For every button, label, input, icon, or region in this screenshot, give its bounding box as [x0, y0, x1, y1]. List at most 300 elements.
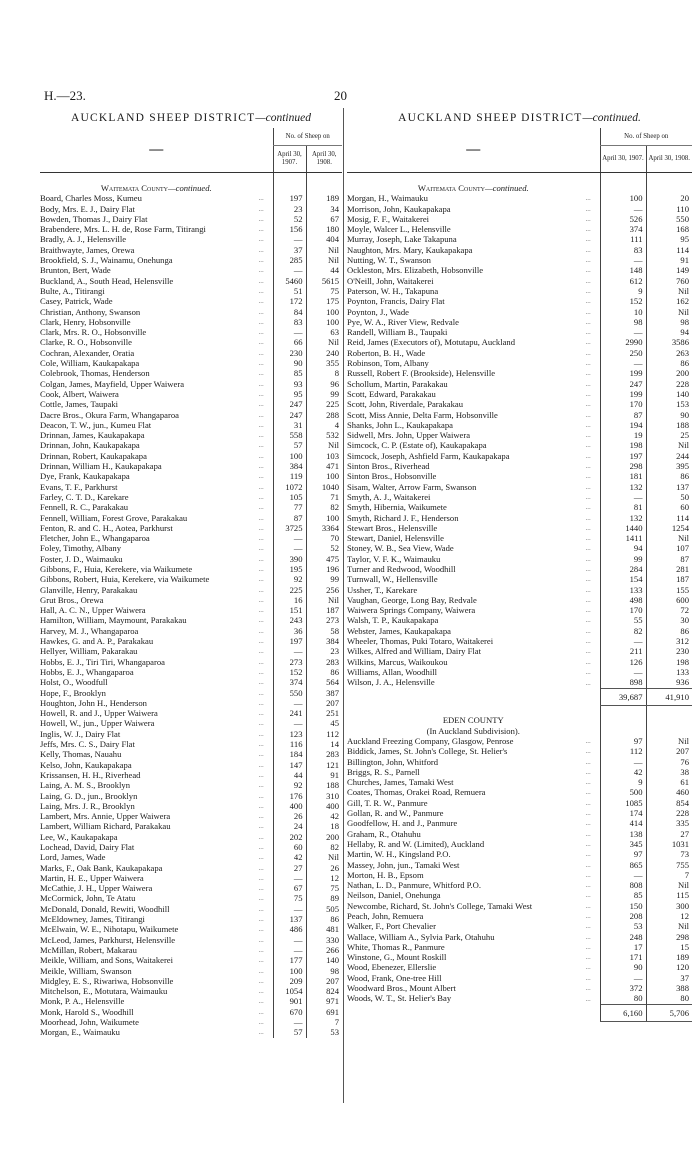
owner-name: Gibbons, F., Huia, Kerekere, via Waikumete ... — [40, 564, 273, 574]
owner-name: Turnwall, W., Hellensville ... — [347, 574, 600, 584]
sheep-1908: 228 — [646, 808, 692, 818]
sheep-1908: 283 — [306, 657, 342, 667]
owner-name: Woodward Bros., Mount Albert ... — [347, 983, 600, 993]
sheep-1907: 3725 — [273, 523, 306, 533]
owner-name: Wood, Frank, One-tree Hill ... — [347, 973, 600, 983]
sheep-1908: 189 — [306, 193, 342, 203]
sheep-1908: 94 — [646, 327, 692, 337]
owner-name: Auckland Freezing Company, Glasgow, Penrose ... — [347, 736, 600, 746]
sheep-1908: 312 — [646, 636, 692, 646]
owner-name: Casey, Patrick, Wade ... — [40, 296, 273, 306]
sheep-1907: 90 — [273, 358, 306, 368]
sheep-1908: 50 — [646, 492, 692, 502]
sheep-1908: 70 — [306, 533, 342, 543]
sheep-1907: 230 — [273, 348, 306, 358]
sheep-1908: 755 — [646, 860, 692, 870]
sheep-1908: 110 — [646, 204, 692, 214]
owner-name: Nutting, W. T., Swanson ... — [347, 255, 600, 265]
sheep-1907: 77 — [273, 502, 306, 512]
owner-name: Morgan, E., Waimauku ... — [40, 1027, 273, 1037]
sheep-1907: 400 — [273, 801, 306, 811]
table-row — [347, 265, 692, 275]
sheep-1907: 1054 — [273, 986, 306, 996]
table-row — [347, 554, 692, 564]
sheep-1907: 24 — [273, 821, 306, 831]
owner-name: Buckland, A., South Head, Helensville ... — [40, 276, 273, 286]
owner-name: Foley, Timothy, Albany ... — [40, 543, 273, 553]
sheep-1907: 670 — [273, 1007, 306, 1017]
owner-name: Marks, F., Oak Bank, Kaukapakapa ... — [40, 863, 273, 873]
owner-name: Pye, W. A., River View, Redvale ... — [347, 317, 600, 327]
sheep-1908: 18 — [306, 821, 342, 831]
table-row — [40, 193, 342, 203]
table-row — [347, 870, 692, 880]
sheep-1908: 96 — [306, 379, 342, 389]
sheep-1908: 86 — [306, 667, 342, 677]
sheep-1908: 4 — [306, 420, 342, 430]
table-row — [347, 615, 692, 625]
sheep-1907: 172 — [273, 296, 306, 306]
table-row — [40, 760, 342, 770]
owner-name: Roberton, B. H., Wade ... — [347, 348, 600, 358]
table-row — [40, 224, 342, 234]
table-row — [347, 932, 692, 942]
sheep-1908: 75 — [306, 286, 342, 296]
owner-name: McCormick, John, Te Atatu ... — [40, 893, 273, 903]
sheep-1908: 86 — [646, 358, 692, 368]
sheep-1908: 355 — [306, 358, 342, 368]
sheep-1907: 225 — [273, 585, 306, 595]
owner-name: Scott, Miss Annie, Delta Farm, Hobsonville ... — [347, 410, 600, 420]
owner-name: Clarke, R. O., Hobsonville ... — [40, 337, 273, 347]
owner-name: Monk, Harold S., Woodhill ... — [40, 1007, 273, 1017]
sheep-1908: 384 — [306, 636, 342, 646]
sheep-1908: 91 — [306, 770, 342, 780]
sheep-1907: — — [273, 646, 306, 656]
sheep-1907: 26 — [273, 811, 306, 821]
owner-name: Turner and Redwood, Woodhill ... — [347, 564, 600, 574]
sheep-1908: 15 — [646, 942, 692, 952]
table-row — [40, 410, 342, 420]
sheep-1907: 97 — [600, 736, 646, 746]
table-row — [347, 255, 692, 265]
owner-name: Lord, James, Wade ... — [40, 852, 273, 862]
sheep-1908: 89 — [306, 893, 342, 903]
sheep-1908: 505 — [306, 904, 342, 914]
sheep-1908: 251 — [306, 708, 342, 718]
right-column — [347, 108, 692, 1022]
owner-name: Holst, O., Woodfull ... — [40, 677, 273, 687]
table-row — [40, 379, 342, 389]
owner-name: Lee, W., Kaukapakapa ... — [40, 832, 273, 842]
owner-name: Stewart, Daniel, Helensville ... — [347, 533, 600, 543]
sheep-1907: — — [273, 698, 306, 708]
table-row — [40, 677, 342, 687]
sheep-1907: 170 — [600, 399, 646, 409]
sheep-1908: 52 — [306, 543, 342, 553]
sheep-1908: 114 — [646, 245, 692, 255]
table-row — [347, 787, 692, 797]
table-row — [40, 204, 342, 214]
table-row — [40, 307, 342, 317]
sheep-1908: 120 — [646, 962, 692, 972]
sheep-1907: — — [600, 667, 646, 677]
sheep-1908: 100 — [306, 307, 342, 317]
sheep-1907: 550 — [273, 688, 306, 698]
owner-name: Simcock, C. P. (Estate of), Kaukapakapa ... — [347, 440, 600, 450]
left-sheep-table — [40, 128, 342, 1038]
sheep-1908: 300 — [646, 901, 692, 911]
table-row — [347, 667, 692, 677]
owner-name: Taylor, V. F. K., Waimauku ... — [347, 554, 600, 564]
owner-name: Mosig, F. F., Waitakerei ... — [347, 214, 600, 224]
owner-name: Fletcher, John E., Whangaparoa ... — [40, 533, 273, 543]
sheep-1907: 87 — [273, 513, 306, 523]
owner-name: Hellaby, R. and W. (Limited), Auckland ... — [347, 839, 600, 849]
table-row — [40, 451, 342, 461]
sheep-1907: 116 — [273, 739, 306, 749]
sheep-1907: 197 — [273, 193, 306, 203]
owner-name: Scott, John, Riverdale, Parakakau ... — [347, 399, 600, 409]
sheep-1907: 284 — [600, 564, 646, 574]
sheep-1908: 61 — [646, 777, 692, 787]
table-row — [40, 564, 342, 574]
sheep-1908: 225 — [306, 399, 342, 409]
section-suffix: —continued. — [167, 183, 212, 193]
owner-name: Robinson, Tom, Albany ... — [347, 358, 600, 368]
sheep-1908: 475 — [306, 554, 342, 564]
sheep-1907: 865 — [600, 860, 646, 870]
owner-name: Sisam, Walter, Arrow Farm, Swanson ... — [347, 482, 600, 492]
table-row — [347, 399, 692, 409]
owner-name: Smyth, Richard J. F., Henderson ... — [347, 513, 600, 523]
owner-name: Morgan, H., Waimauku ... — [347, 193, 600, 203]
owner-name: Biddick, James, St. John's College, St. Helier's ... — [347, 746, 600, 756]
sheep-1908: 155 — [646, 585, 692, 595]
table-row — [347, 890, 692, 900]
sheep-1907: 184 — [273, 749, 306, 759]
sheep-1908: 14 — [306, 739, 342, 749]
table-row — [347, 420, 692, 430]
owner-name: Walsh, T. P., Kaukapakapa ... — [347, 615, 600, 625]
sheep-1908: 481 — [306, 924, 342, 934]
sheep-1907: 1440 — [600, 523, 646, 533]
owner-name: Colgan, James, Mayfield, Upper Waiwera ... — [40, 379, 273, 389]
sheep-1907: 126 — [600, 657, 646, 667]
sheep-1907: 156 — [273, 224, 306, 234]
table-row — [40, 348, 342, 358]
table-row — [347, 646, 692, 656]
sheep-1908: 45 — [306, 718, 342, 728]
sheep-1908: Nil — [646, 307, 692, 317]
table-row — [40, 245, 342, 255]
sheep-1907: 53 — [600, 921, 646, 931]
title-text: AUCKLAND SHEEP DISTRICT — [71, 112, 256, 124]
owner-name: Randell, William B., Taupaki ... — [347, 327, 600, 337]
sheep-1908: 73 — [646, 849, 692, 859]
eden-county-heading: EDEN COUNTY — [442, 715, 504, 726]
sheep-count-header: No. of Sheep on — [600, 128, 692, 146]
sheep-1908: 82 — [306, 842, 342, 852]
owner-name: Fenton, R. and C. H., Aotea, Parkhurst ... — [40, 523, 273, 533]
total-1907: 6,160 — [600, 1004, 646, 1021]
owner-name: Board, Charles Moss, Kumeu ... — [40, 193, 273, 203]
sheep-1908: 98 — [306, 966, 342, 976]
table-row — [347, 492, 692, 502]
sheep-1908: 162 — [646, 296, 692, 306]
table-row — [347, 451, 692, 461]
owner-name: Drinnan, John, Kaukapakapa ... — [40, 440, 273, 450]
sheep-1907: — — [600, 327, 646, 337]
table-row — [40, 574, 342, 584]
table-row — [40, 966, 342, 976]
owner-name: Sidwell, Mrs. John, Upper Waiwera ... — [347, 430, 600, 440]
table-row — [40, 389, 342, 399]
sheep-1907: 195 — [273, 564, 306, 574]
sheep-1907: 174 — [600, 808, 646, 818]
sheep-1907: 198 — [600, 440, 646, 450]
sheep-1907: 176 — [273, 791, 306, 801]
owner-name: Hobbs, E. J., Tiri Tiri, Whangaparoa ... — [40, 657, 273, 667]
owner-name: Naughton, Mrs. Mary, Kaukapakapa ... — [347, 245, 600, 255]
sheep-1907: 197 — [273, 636, 306, 646]
sheep-1908: 25 — [646, 430, 692, 440]
sheep-1907: — — [273, 234, 306, 244]
right-sheep-table — [347, 128, 692, 1022]
owner-name: Neilson, Daniel, Onehunga ... — [347, 890, 600, 900]
table-row — [347, 379, 692, 389]
owner-name: White, Thomas R., Panmure ... — [347, 942, 600, 952]
table-row — [347, 973, 692, 983]
section-heading — [347, 173, 600, 194]
sheep-1907: 526 — [600, 214, 646, 224]
owner-name: Ockleston, Mrs. Elizabeth, Hobsonville ... — [347, 265, 600, 275]
owner-name: Colebrook, Thomas, Henderson ... — [40, 368, 273, 378]
table-row — [347, 513, 692, 523]
table-row — [347, 234, 692, 244]
owner-name: Hall, A. C. N., Upper Waiwera ... — [40, 605, 273, 615]
section-suffix: —continued. — [484, 183, 529, 193]
sheep-1908: Nil — [646, 440, 692, 450]
table-row — [40, 811, 342, 821]
sheep-1908: 824 — [306, 986, 342, 996]
sheep-1907: 147 — [273, 760, 306, 770]
sheep-1908: 71 — [306, 492, 342, 502]
sheep-1908: 187 — [306, 605, 342, 615]
sheep-1907: 1085 — [600, 798, 646, 808]
table-row — [347, 327, 692, 337]
table-row — [347, 942, 692, 952]
owner-name: Cook, Albert, Waiwera ... — [40, 389, 273, 399]
table-row — [40, 791, 342, 801]
owner-name: Laing, Mrs. J. R., Brooklyn ... — [40, 801, 273, 811]
owner-name: Bowden, Thomas J., Dairy Flat ... — [40, 214, 273, 224]
sheep-1908: 196 — [306, 564, 342, 574]
sheep-1907: 90 — [600, 962, 646, 972]
table-row — [347, 983, 692, 993]
sheep-1907: — — [600, 358, 646, 368]
owner-name: Howell, W., jun., Upper Waiwera ... — [40, 718, 273, 728]
sheep-1907: 44 — [273, 770, 306, 780]
sheep-1908: 273 — [306, 615, 342, 625]
sheep-1908: 550 — [646, 214, 692, 224]
title-text: AUCKLAND SHEEP DISTRICT — [398, 112, 583, 124]
sheep-1907: 194 — [600, 420, 646, 430]
sheep-1908: 200 — [306, 832, 342, 842]
owner-name: Monk, P. A., Helensville ... — [40, 996, 273, 1006]
sheep-1907: 23 — [273, 204, 306, 214]
table-row — [40, 688, 342, 698]
owner-name: Drinnan, Robert, Kaukapakapa ... — [40, 451, 273, 461]
col-1908-header: April 30, 1908. — [646, 146, 692, 173]
sheep-1907: 66 — [273, 337, 306, 347]
sheep-1908: 228 — [646, 379, 692, 389]
sheep-1907: 98 — [600, 317, 646, 327]
sheep-1907: 55 — [600, 615, 646, 625]
owner-name: Woods, W. T., St. Helier's Bay ... — [347, 993, 600, 1004]
table-row — [347, 657, 692, 667]
owner-name: Moyle, Walcer L., Helensville ... — [347, 224, 600, 234]
sheep-1907: 95 — [273, 389, 306, 399]
sheep-1908: 564 — [306, 677, 342, 687]
table-row — [347, 204, 692, 214]
left-column — [40, 108, 342, 1038]
table-row — [40, 337, 342, 347]
table-row — [40, 1027, 342, 1037]
eden-county-subheading: (In Auckland Subdivision). — [426, 725, 520, 736]
sheep-1908: 27 — [646, 829, 692, 839]
sheep-1907: 374 — [273, 677, 306, 687]
sheep-1907: 133 — [600, 585, 646, 595]
sheep-1907: 60 — [273, 842, 306, 852]
report-reference: H.—23. — [44, 88, 86, 103]
sheep-1908: 387 — [306, 688, 342, 698]
owner-name: Gibbons, Robert, Huia, Kerekere, via Waikumete ... — [40, 574, 273, 584]
sheep-1908: 256 — [306, 585, 342, 595]
sheep-1907: 1072 — [273, 482, 306, 492]
table-row — [40, 420, 342, 430]
table-row — [40, 986, 342, 996]
table-row — [40, 513, 342, 523]
owner-name: Harvey, M. J., Whangaparoa ... — [40, 626, 273, 636]
sheep-1907: — — [600, 255, 646, 265]
sheep-1908: 187 — [646, 574, 692, 584]
table-row — [40, 893, 342, 903]
table-row — [40, 873, 342, 883]
owner-name: Jeffs, Mrs. C. S., Dairy Flat ... — [40, 739, 273, 749]
sheep-1907: — — [273, 935, 306, 945]
table-row — [40, 698, 342, 708]
sheep-1907: 132 — [600, 482, 646, 492]
owner-name: Hawkes, G. and A. P., Parakakau ... — [40, 636, 273, 646]
table-row — [40, 883, 342, 893]
sheep-1908: 86 — [646, 471, 692, 481]
table-row — [347, 677, 692, 688]
table-row — [347, 626, 692, 636]
sheep-1907: 486 — [273, 924, 306, 934]
table-row — [40, 1017, 342, 1027]
table-row — [40, 904, 342, 914]
sheep-1908: 82 — [306, 502, 342, 512]
sheep-1907: 19 — [600, 430, 646, 440]
owner-name: Goodfellow, H. and J., Panmure ... — [347, 818, 600, 828]
sheep-1908: 23 — [306, 646, 342, 656]
owner-name: Wood, Ebenezer, Ellerslie ... — [347, 962, 600, 972]
sheep-1908: 121 — [306, 760, 342, 770]
sheep-1907: 17 — [600, 942, 646, 952]
sheep-1907: 57 — [273, 1027, 306, 1037]
sheep-1907: 1411 — [600, 533, 646, 543]
owner-name: Peach, John, Remuera ... — [347, 911, 600, 921]
owner-name: Russell, Robert F. (Brookside), Helensville ... — [347, 368, 600, 378]
sheep-1907: 199 — [600, 368, 646, 378]
table-row — [40, 708, 342, 718]
sheep-1907: 209 — [273, 976, 306, 986]
table-row — [347, 533, 692, 543]
sheep-1908: 87 — [646, 554, 692, 564]
table-row — [40, 585, 342, 595]
sheep-1907: 85 — [273, 368, 306, 378]
owner-name: Glanville, Henry, Parakakau ... — [40, 585, 273, 595]
sheep-1908: 3364 — [306, 523, 342, 533]
table-row — [40, 523, 342, 533]
sheep-1907: 197 — [600, 451, 646, 461]
owner-name: Smyth, Hibernia, Waikumete ... — [347, 502, 600, 512]
owner-name: Bradly, A. J., Helensville ... — [40, 234, 273, 244]
sheep-1908: 133 — [646, 667, 692, 677]
owner-name: Martin, H. E., Upper Waiwera ... — [40, 873, 273, 883]
sheep-1907: 150 — [600, 901, 646, 911]
owner-name: Stewart Bros., Helensville ... — [347, 523, 600, 533]
sheep-1908: 114 — [646, 513, 692, 523]
sheep-1908: 471 — [306, 461, 342, 471]
sheep-1908: 266 — [306, 945, 342, 955]
table-row — [40, 976, 342, 986]
sheep-1908: 1040 — [306, 482, 342, 492]
table-row — [40, 327, 342, 337]
owner-name: Dacre Bros., Okura Farm, Whangaparoa ... — [40, 410, 273, 420]
sheep-1908: 72 — [646, 605, 692, 615]
owner-name: Clark, Mrs. R. O., Hobsonville ... — [40, 327, 273, 337]
sheep-1908: Nil — [306, 852, 342, 862]
owner-name: Fennell, William, Forest Grove, Parakakau ... — [40, 513, 273, 523]
table-row — [40, 399, 342, 409]
owner-name: Lambert, William Richard, Parakakau ... — [40, 821, 273, 831]
sheep-1907: 612 — [600, 276, 646, 286]
table-row — [40, 646, 342, 656]
sheep-1907: 75 — [273, 893, 306, 903]
sheep-1908: 7 — [306, 1017, 342, 1027]
total-row — [347, 688, 692, 705]
owner-name: Lambert, Mrs. Annie, Upper Waiwera ... — [40, 811, 273, 821]
sheep-1908: 67 — [306, 214, 342, 224]
table-row — [347, 849, 692, 859]
table-row — [40, 296, 342, 306]
sheep-1907: — — [273, 265, 306, 275]
table-row — [40, 265, 342, 275]
sheep-1908: 288 — [306, 410, 342, 420]
sheep-1907: 84 — [273, 307, 306, 317]
sheep-1907: 119 — [273, 471, 306, 481]
owner-name: Howell, R. and J., Upper Waiwera ... — [40, 708, 273, 718]
sheep-1908: 5615 — [306, 276, 342, 286]
table-row — [40, 821, 342, 831]
sheep-count-header: No. of Sheep on — [273, 128, 342, 146]
sheep-1907: 500 — [600, 787, 646, 797]
owner-name: Graham, R., Otahuhu ... — [347, 829, 600, 839]
table-row — [347, 440, 692, 450]
owner-name: McMillan, Robert, Makarau ... — [40, 945, 273, 955]
